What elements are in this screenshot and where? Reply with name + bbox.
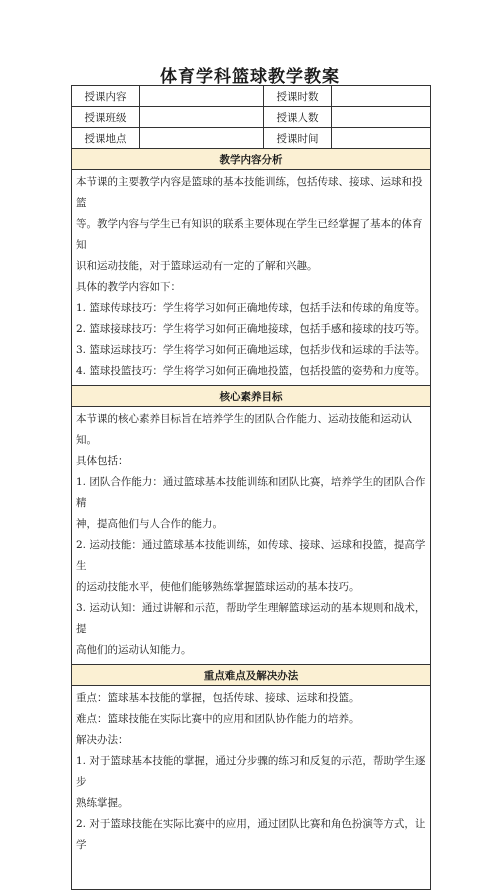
section-body-row <box>72 170 431 386</box>
paragraph-line: 识和运动技能，对于篮球运动有一定的了解和兴趣。 <box>76 260 318 272</box>
section-body-row <box>72 407 431 665</box>
list-item: 4. 篮球投篮技巧：学生将学习如何正确地投篮，包括投篮的姿势和力度等。 <box>76 365 426 377</box>
section-heading-content-analysis: 教学内容分析 <box>72 149 431 170</box>
document-title: 体育学科篮球教学教案 <box>160 67 340 87</box>
info-label-students: 授课人数 <box>264 107 332 128</box>
list-item: 2. 运动技能：通过篮球基本技能训练，如传球、接球、运球和投篮，提高学生 <box>76 539 426 572</box>
info-row-3 <box>72 128 431 149</box>
section-heading-core-literacy: 核心素养目标 <box>72 386 431 407</box>
section-heading-row <box>72 386 431 407</box>
list-item: 1. 对于篮球基本技能的掌握，通过分步骤的练习和反复的示范，帮助学生逐步 <box>76 755 426 788</box>
list-item: 神，提高他们与人合作的能力。 <box>76 518 223 530</box>
list-item: 熟练掌握。 <box>76 797 129 809</box>
list-item: 1. 团队合作能力：通过篮球基本技能训练和团队比赛，培养学生的团队合作精 <box>76 476 426 509</box>
info-row-2 <box>72 107 431 128</box>
info-label-content: 授课内容 <box>72 86 140 107</box>
info-row-1 <box>72 86 431 107</box>
list-item: 的运动技能水平，使他们能够熟练掌握篮球运动的基本技巧。 <box>76 581 360 593</box>
list-item: 2. 篮球接球技巧：学生将学习如何正确地接球，包括手感和接球的技巧等。 <box>76 323 426 335</box>
info-label-time: 授课时间 <box>264 128 332 149</box>
info-value-content <box>140 86 264 107</box>
paragraph-line: 具体包括： <box>76 455 129 467</box>
paragraph-line: 难点：篮球技能在实际比赛中的应用和团队协作能力的培养。 <box>76 713 360 725</box>
paragraph-line: 解决办法： <box>76 734 129 746</box>
info-value-class <box>140 107 264 128</box>
paragraph-line: 具体的教学内容如下： <box>76 281 181 293</box>
info-value-students <box>332 107 431 128</box>
info-label-class: 授课班级 <box>72 107 140 128</box>
info-value-location <box>140 128 264 149</box>
section-body-core-literacy <box>72 407 431 665</box>
section-body-key-difficulties <box>72 686 431 890</box>
paragraph-line: 等。教学内容与学生已有知识的联系主要体现在学生已经掌握了基本的体育知 <box>76 218 423 251</box>
section-body-row <box>72 686 431 890</box>
info-label-hours: 授课时数 <box>264 86 332 107</box>
list-item: 3. 运动认知：通过讲解和示范，帮助学生理解篮球运动的基本规则和战术，提 <box>76 602 426 635</box>
page-cutoff-space <box>76 856 426 886</box>
paragraph-line: 本节课的核心素养目标旨在培养学生的团队合作能力、运动技能和运动认知。 <box>76 413 412 446</box>
info-label-location: 授课地点 <box>72 128 140 149</box>
paragraph-line: 本节课的主要教学内容是篮球的基本技能训练，包括传球、接球、运球和投篮 <box>76 176 423 209</box>
info-value-time <box>332 128 431 149</box>
list-item: 3. 篮球运球技巧：学生将学习如何正确地运球，包括步伐和运球的手法等。 <box>76 344 426 356</box>
lesson-plan-table <box>71 85 431 890</box>
section-heading-key-difficulties: 重点难点及解决办法 <box>72 665 431 686</box>
list-item: 高他们的运动认知能力。 <box>76 644 192 656</box>
list-item: 2. 对于篮球技能在实际比赛中的应用，通过团队比赛和角色扮演等方式，让学 <box>76 818 426 851</box>
info-value-hours <box>332 86 431 107</box>
section-heading-row <box>72 149 431 170</box>
section-heading-row <box>72 665 431 686</box>
list-item: 1. 篮球传球技巧：学生将学习如何正确地传球，包括手法和传球的角度等。 <box>76 302 426 314</box>
paragraph-line: 重点：篮球基本技能的掌握，包括传球、接球、运球和投篮。 <box>76 692 360 704</box>
section-body-content-analysis <box>72 170 431 386</box>
